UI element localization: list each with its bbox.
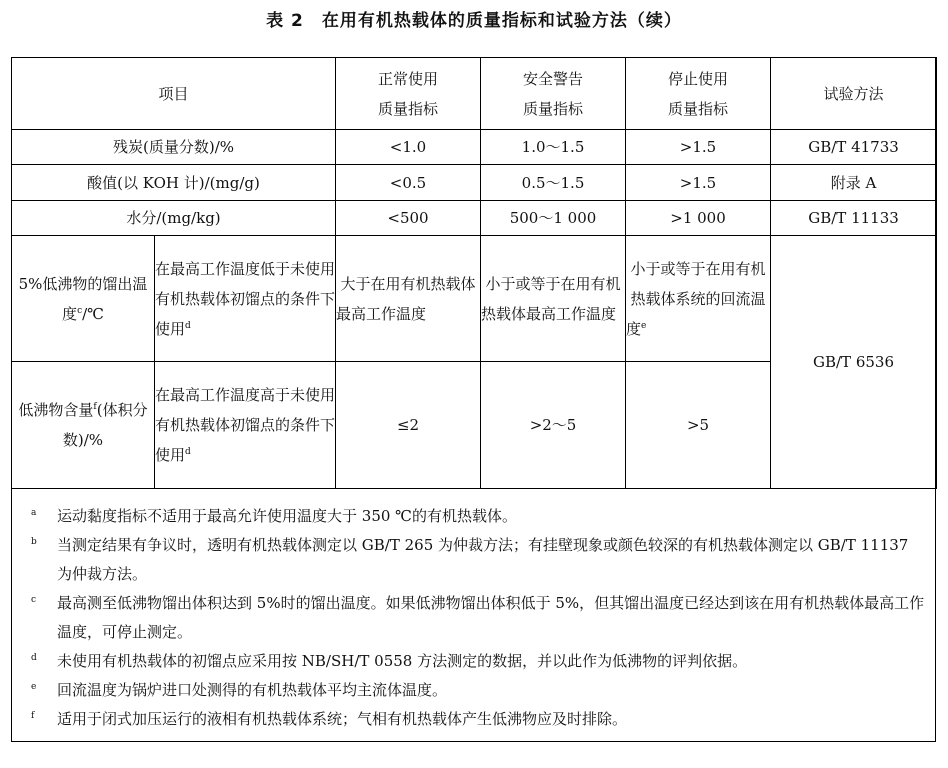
boiling-temp-warning: 小于或等于在用有机热载体最高工作温度 xyxy=(481,236,626,362)
footnote-mark: d xyxy=(31,653,37,663)
low-boiler-warning: >2～5 xyxy=(481,362,626,489)
footnote xyxy=(31,531,926,589)
footnote xyxy=(31,647,926,676)
row-normal: <500 xyxy=(336,201,481,236)
low-boiler-normal: ≤2 xyxy=(336,362,481,489)
row-stop: >1.5 xyxy=(626,165,771,201)
footnotes xyxy=(11,490,936,742)
footnote-text: 运动黏度指标不适用于最高允许使用温度大于 350 ℃的有机热载体。 xyxy=(57,507,517,525)
footnote-ref-d: d xyxy=(185,447,191,457)
header-normal-line1: 正常使用 xyxy=(378,69,439,88)
header-warning-line2: 质量指标 xyxy=(523,99,584,118)
low-boiler-label: 低沸物含量 xyxy=(18,401,94,419)
row-normal: <0.5 xyxy=(336,165,481,201)
boiling-temp-label: 5%低沸物的馏出温度 xyxy=(18,274,148,323)
footnote-mark: f xyxy=(31,711,35,721)
footnote xyxy=(31,705,926,734)
row-method: GB/T 41733 xyxy=(771,130,937,165)
footnote-mark: e xyxy=(31,682,37,692)
low-boiler-unit: (体积分数)/% xyxy=(62,401,148,449)
low-boiler-stop: >5 xyxy=(626,362,771,489)
header-stop-line1: 停止使用 xyxy=(668,69,729,88)
boiling-temp-stop-text: 小于或等于在用有机热载体系统的回流温度 xyxy=(626,259,766,338)
footnote-ref-e: e xyxy=(641,320,647,331)
boiling-temp-normal: 大于在用有机热载体最高工作温度 xyxy=(336,236,481,362)
row-item: 酸值(以 KOH 计)/(mg/g) xyxy=(12,165,336,201)
footnote-text: 适用于闭式加压运行的液相有机热载体系统；气相有机热载体产生低沸物应及时排除。 xyxy=(57,710,628,728)
header-stop-line2: 质量指标 xyxy=(668,99,729,118)
footnote-ref-f: f xyxy=(93,402,97,412)
footnote-ref-d: d xyxy=(185,320,191,331)
footnote-text: 未使用有机热载体的初馏点应采用按 NB/SH/T 0558 方法测定的数据，并以此作为低沸物的评判依据。 xyxy=(57,652,748,670)
footnote-mark: b xyxy=(31,537,37,547)
row-item: 水分/(mg/kg) xyxy=(12,201,336,236)
boiling-method: GB/T 6536 xyxy=(771,236,937,489)
row-method: GB/T 11133 xyxy=(771,201,937,236)
footnote-text: 当测定结果有争议时，透明有机热载体测定以 GB/T 265 为仲裁方法；有挂壁现象或颜色较深的有机热载体测定以 GB/T 11137 为仲裁方法。 xyxy=(57,536,909,583)
table-title: 表 2 在用有机热载体的质量指标和试验方法（续） xyxy=(266,11,682,31)
row-item: 残炭(质量分数)/% xyxy=(12,130,336,165)
boiling-temp-unit: /℃ xyxy=(82,304,104,323)
header-normal-line2: 质量指标 xyxy=(378,99,439,118)
header-item: 项目 xyxy=(12,58,336,130)
row-method: 附录 A xyxy=(771,165,937,201)
boiling-temp-condition-text: 在最高工作温度低于未使用有机热载体初馏点的条件下使用 xyxy=(155,259,336,338)
row-warning: 0.5～1.5 xyxy=(481,165,626,201)
footnote-mark: c xyxy=(31,595,37,605)
footnote-ref-c: c xyxy=(77,305,83,316)
footnote-text: 最高测至低沸物馏出体积达到 5%时的馏出温度。如果低沸物馏出体积低于 5%，但其馏出温度已经达到该在用有机热载体最高工作温度，可停止测定。 xyxy=(57,594,925,641)
row-stop: >1.5 xyxy=(626,130,771,165)
header-warning-line1: 安全警告 xyxy=(523,69,584,88)
row-stop: >1 000 xyxy=(626,201,771,236)
footnote-text: 回流温度为锅炉进口处测得的有机热载体平均主流体温度。 xyxy=(57,681,448,699)
row-warning: 500～1 000 xyxy=(481,201,626,236)
low-boiler-condition-text: 在最高工作温度高于未使用有机热载体初馏点的条件下使用 xyxy=(155,386,336,464)
header-method: 试验方法 xyxy=(771,58,937,130)
footnote-mark: a xyxy=(31,508,37,518)
row-normal: <1.0 xyxy=(336,130,481,165)
footnote xyxy=(31,676,926,705)
footnote xyxy=(31,502,926,531)
footnote xyxy=(31,589,926,647)
row-warning: 1.0～1.5 xyxy=(481,130,626,165)
